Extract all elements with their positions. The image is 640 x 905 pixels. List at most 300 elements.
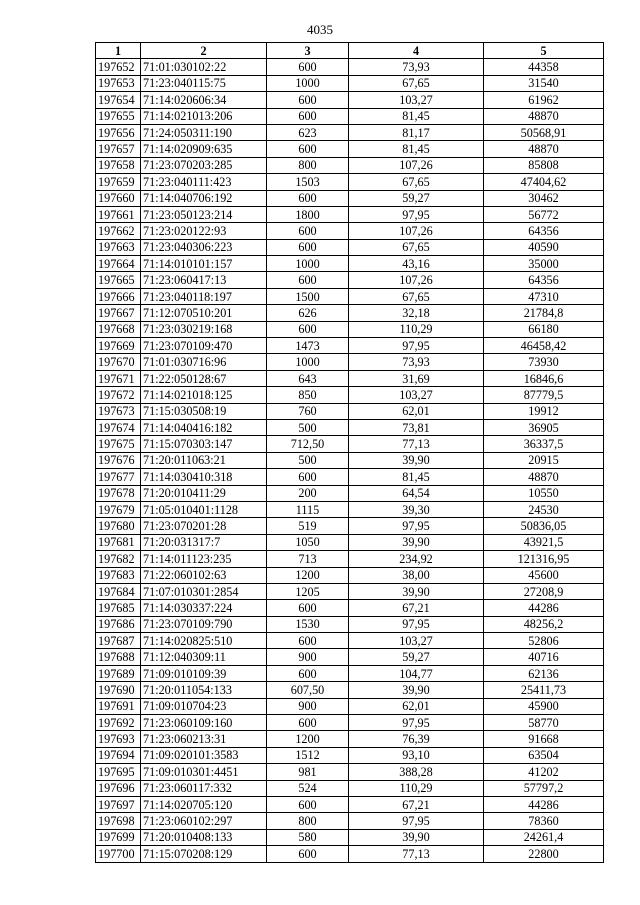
table-cell-col5: 41202 [484, 764, 604, 780]
table-cell-col5: 47310 [484, 288, 604, 304]
table-cell-col5: 22800 [484, 846, 604, 862]
table-cell-col1: 197657 [96, 141, 141, 157]
table-cell-col2: 71:14:040416:182 [141, 419, 267, 435]
table-cell-col5: 64356 [484, 223, 604, 239]
table-cell-col5: 20915 [484, 452, 604, 468]
table-cell-col5: 27208,9 [484, 583, 604, 599]
table-cell-col2: 71:23:020122:93 [141, 223, 267, 239]
table-cell-col5: 63504 [484, 747, 604, 763]
table-row [96, 141, 604, 157]
table-cell-col4: 76,39 [349, 731, 484, 747]
table-cell-col1: 197690 [96, 682, 141, 698]
table-cell-col4: 67,21 [349, 600, 484, 616]
table-cell-col1: 197696 [96, 780, 141, 796]
table-cell-col4: 73,93 [349, 59, 484, 75]
table-row [96, 223, 604, 239]
table-row [96, 59, 604, 75]
table-cell-col5: 24530 [484, 501, 604, 517]
table-cell-col3: 900 [267, 649, 349, 665]
table-row [96, 501, 604, 517]
table-cell-col3: 1200 [267, 567, 349, 583]
table-cell-col5: 24261,4 [484, 829, 604, 845]
table-cell-col4: 67,65 [349, 174, 484, 190]
table-cell-col4: 81,17 [349, 124, 484, 140]
table-cell-col3: 200 [267, 485, 349, 501]
table-cell-col3: 1530 [267, 616, 349, 632]
table-cell-col2: 71:22:060102:63 [141, 567, 267, 583]
table-cell-col2: 71:20:011063:21 [141, 452, 267, 468]
table-cell-col3: 600 [267, 239, 349, 255]
table-cell-col4: 103,27 [349, 387, 484, 403]
table-cell-col1: 197699 [96, 829, 141, 845]
table-cell-col1: 197700 [96, 846, 141, 862]
table-cell-col5: 66180 [484, 321, 604, 337]
table-row [96, 518, 604, 534]
table-cell-col4: 43,16 [349, 256, 484, 272]
table-cell-col1: 197693 [96, 731, 141, 747]
table-row [96, 190, 604, 206]
table-cell-col4: 38,00 [349, 567, 484, 583]
table-cell-col1: 197670 [96, 354, 141, 370]
table-cell-col5: 16846,6 [484, 370, 604, 386]
table-cell-col4: 97,95 [349, 813, 484, 829]
table-cell-col2: 71:09:010301:4451 [141, 764, 267, 780]
table-row [96, 206, 604, 222]
table-cell-col5: 50568,91 [484, 124, 604, 140]
table-cell-col3: 600 [267, 59, 349, 75]
table-cell-col5: 45900 [484, 698, 604, 714]
table-cell-col5: 40590 [484, 239, 604, 255]
table-cell-col4: 39,90 [349, 829, 484, 845]
table-cell-col3: 1500 [267, 288, 349, 304]
table-cell-col3: 643 [267, 370, 349, 386]
table-cell-col4: 59,27 [349, 649, 484, 665]
table-row [96, 92, 604, 108]
table-cell-col1: 197685 [96, 600, 141, 616]
table-cell-col2: 71:01:030716:96 [141, 354, 267, 370]
table-row [96, 108, 604, 124]
table-cell-col5: 21784,8 [484, 305, 604, 321]
table-cell-col1: 197698 [96, 813, 141, 829]
table-row [96, 567, 604, 583]
table-cell-col1: 197655 [96, 108, 141, 124]
table-cell-col5: 57797,2 [484, 780, 604, 796]
table-cell-col4: 97,95 [349, 206, 484, 222]
table-cell-col2: 71:23:070109:790 [141, 616, 267, 632]
table-cell-col3: 524 [267, 780, 349, 796]
table-row [96, 272, 604, 288]
table-cell-col4: 104,77 [349, 665, 484, 681]
table-cell-col1: 197687 [96, 633, 141, 649]
table-row [96, 846, 604, 862]
table-cell-col5: 56772 [484, 206, 604, 222]
table-cell-col5: 46458,42 [484, 338, 604, 354]
table-cell-col3: 607,50 [267, 682, 349, 698]
table-cell-col4: 39,30 [349, 501, 484, 517]
table-cell-col1: 197695 [96, 764, 141, 780]
table-cell-col3: 600 [267, 715, 349, 731]
table-cell-col1: 197659 [96, 174, 141, 190]
table-cell-col3: 1512 [267, 747, 349, 763]
table-row [96, 288, 604, 304]
table-cell-col1: 197681 [96, 534, 141, 550]
table-cell-col5: 43921,5 [484, 534, 604, 550]
table-cell-col3: 500 [267, 452, 349, 468]
table-cell-col2: 71:09:010704:23 [141, 698, 267, 714]
table-cell-col4: 97,95 [349, 518, 484, 534]
column-header-5: 5 [484, 43, 604, 59]
table-body [96, 59, 604, 862]
table-cell-col4: 97,95 [349, 715, 484, 731]
table-cell-col4: 31,69 [349, 370, 484, 386]
table-cell-col2: 71:23:060213:31 [141, 731, 267, 747]
table-row [96, 764, 604, 780]
table-cell-col3: 600 [267, 190, 349, 206]
table-cell-col2: 71:15:030508:19 [141, 403, 267, 419]
table-cell-col4: 81,45 [349, 469, 484, 485]
table-cell-col1: 197660 [96, 190, 141, 206]
table-cell-col4: 110,29 [349, 321, 484, 337]
table-cell-col5: 121316,95 [484, 551, 604, 567]
table-cell-col1: 197686 [96, 616, 141, 632]
table-cell-col3: 1050 [267, 534, 349, 550]
table-cell-col3: 600 [267, 665, 349, 681]
column-header-2: 2 [141, 43, 267, 59]
table-cell-col4: 59,27 [349, 190, 484, 206]
table-cell-col4: 388,28 [349, 764, 484, 780]
table-cell-col5: 40716 [484, 649, 604, 665]
table-cell-col3: 713 [267, 551, 349, 567]
table-cell-col2: 71:24:050311:190 [141, 124, 267, 140]
table-cell-col3: 1205 [267, 583, 349, 599]
table-cell-col4: 103,27 [349, 633, 484, 649]
table-cell-col2: 71:07:010301:2854 [141, 583, 267, 599]
table-cell-col2: 71:14:010101:157 [141, 256, 267, 272]
table-cell-col5: 78360 [484, 813, 604, 829]
table-cell-col3: 600 [267, 796, 349, 812]
table-cell-col2: 71:20:010411:29 [141, 485, 267, 501]
table-cell-col3: 600 [267, 469, 349, 485]
table-cell-col2: 71:12:070510:201 [141, 305, 267, 321]
table-row [96, 354, 604, 370]
table-cell-col1: 197671 [96, 370, 141, 386]
table-cell-col2: 71:14:020705:120 [141, 796, 267, 812]
table-cell-col3: 500 [267, 419, 349, 435]
table-cell-col1: 197662 [96, 223, 141, 239]
table-cell-col3: 800 [267, 813, 349, 829]
table-cell-col4: 77,13 [349, 846, 484, 862]
table-cell-col2: 71:23:030219:168 [141, 321, 267, 337]
table-cell-col3: 600 [267, 108, 349, 124]
table-cell-col3: 626 [267, 305, 349, 321]
table-cell-col1: 197664 [96, 256, 141, 272]
table-cell-col5: 73930 [484, 354, 604, 370]
page-number: 4035 [307, 22, 333, 37]
table-cell-col2: 71:15:070303:147 [141, 436, 267, 452]
table-cell-col3: 800 [267, 157, 349, 173]
table-cell-col4: 107,26 [349, 223, 484, 239]
table-cell-col1: 197677 [96, 469, 141, 485]
table-cell-col4: 107,26 [349, 272, 484, 288]
table-cell-col1: 197666 [96, 288, 141, 304]
table-cell-col4: 97,95 [349, 338, 484, 354]
table-cell-col4: 62,01 [349, 698, 484, 714]
table-cell-col5: 44286 [484, 796, 604, 812]
table-cell-col2: 71:05:010401:1128 [141, 501, 267, 517]
table-cell-col1: 197653 [96, 75, 141, 91]
table-cell-col5: 48870 [484, 141, 604, 157]
table-cell-col5: 50836,05 [484, 518, 604, 534]
table-cell-col2: 71:14:030337:224 [141, 600, 267, 616]
table-cell-col4: 81,45 [349, 141, 484, 157]
table-row [96, 813, 604, 829]
table-row [96, 239, 604, 255]
table-cell-col3: 623 [267, 124, 349, 140]
table-cell-col3: 600 [267, 600, 349, 616]
table-row [96, 633, 604, 649]
table-cell-col2: 71:09:010109:39 [141, 665, 267, 681]
table-cell-col4: 73,81 [349, 419, 484, 435]
table-cell-col2: 71:12:040309:11 [141, 649, 267, 665]
table-cell-col3: 1000 [267, 354, 349, 370]
table-cell-col1: 197679 [96, 501, 141, 517]
table-cell-col1: 197656 [96, 124, 141, 140]
table-cell-col1: 197682 [96, 551, 141, 567]
table-cell-col5: 85808 [484, 157, 604, 173]
table-cell-col4: 39,90 [349, 583, 484, 599]
table-cell-col1: 197680 [96, 518, 141, 534]
table-row [96, 387, 604, 403]
table-cell-col3: 600 [267, 321, 349, 337]
table-cell-col2: 71:14:020909:635 [141, 141, 267, 157]
table-cell-col2: 71:23:070201:28 [141, 518, 267, 534]
table-cell-col2: 71:23:070109:470 [141, 338, 267, 354]
table-cell-col1: 197661 [96, 206, 141, 222]
table-cell-col3: 600 [267, 223, 349, 239]
table-cell-col5: 87779,5 [484, 387, 604, 403]
table-cell-col1: 197692 [96, 715, 141, 731]
table-cell-col1: 197674 [96, 419, 141, 435]
table-cell-col4: 103,27 [349, 92, 484, 108]
table-cell-col5: 47404,62 [484, 174, 604, 190]
table-cell-col2: 71:14:021013:206 [141, 108, 267, 124]
table-cell-col1: 197688 [96, 649, 141, 665]
table-cell-col4: 81,45 [349, 108, 484, 124]
table-cell-col4: 67,65 [349, 288, 484, 304]
table-row [96, 256, 604, 272]
table-row [96, 174, 604, 190]
table-cell-col2: 71:14:011123:235 [141, 551, 267, 567]
table-cell-col2: 71:20:031317:7 [141, 534, 267, 550]
table-cell-col4: 93,10 [349, 747, 484, 763]
table-cell-col5: 48870 [484, 469, 604, 485]
table-row [96, 747, 604, 763]
table-cell-col4: 67,65 [349, 75, 484, 91]
table-cell-col1: 197678 [96, 485, 141, 501]
table-row [96, 75, 604, 91]
table-cell-col4: 73,93 [349, 354, 484, 370]
table-header-row [96, 43, 604, 59]
table-row [96, 731, 604, 747]
table-cell-col1: 197654 [96, 92, 141, 108]
table-row [96, 665, 604, 681]
table-cell-col5: 25411,73 [484, 682, 604, 698]
table-row [96, 583, 604, 599]
table-cell-col1: 197676 [96, 452, 141, 468]
table-cell-col3: 1473 [267, 338, 349, 354]
table-cell-col1: 197694 [96, 747, 141, 763]
table-cell-col1: 197665 [96, 272, 141, 288]
table-row [96, 829, 604, 845]
table-cell-col5: 48870 [484, 108, 604, 124]
table-cell-col4: 97,95 [349, 616, 484, 632]
table-cell-col4: 39,90 [349, 452, 484, 468]
table-cell-col3: 1503 [267, 174, 349, 190]
table-cell-col2: 71:23:060417:13 [141, 272, 267, 288]
table-cell-col4: 39,90 [349, 534, 484, 550]
table-row [96, 698, 604, 714]
table-cell-col2: 71:23:060109:160 [141, 715, 267, 731]
table-cell-col5: 58770 [484, 715, 604, 731]
table-cell-col3: 981 [267, 764, 349, 780]
table-cell-col1: 197675 [96, 436, 141, 452]
column-header-3: 3 [267, 43, 349, 59]
table-row [96, 796, 604, 812]
table-cell-col1: 197691 [96, 698, 141, 714]
table-row [96, 157, 604, 173]
table-cell-col4: 67,21 [349, 796, 484, 812]
table-cell-col2: 71:23:070203:285 [141, 157, 267, 173]
table-cell-col3: 600 [267, 846, 349, 862]
table-cell-col1: 197689 [96, 665, 141, 681]
table-cell-col3: 600 [267, 272, 349, 288]
table-cell-col3: 600 [267, 92, 349, 108]
table-cell-col5: 61962 [484, 92, 604, 108]
table-cell-col4: 64,54 [349, 485, 484, 501]
table-cell-col1: 197697 [96, 796, 141, 812]
table-row [96, 534, 604, 550]
table-row [96, 485, 604, 501]
table-cell-col5: 30462 [484, 190, 604, 206]
table-cell-col3: 580 [267, 829, 349, 845]
table-cell-col2: 71:01:030102:22 [141, 59, 267, 75]
table-row [96, 305, 604, 321]
table-cell-col5: 19912 [484, 403, 604, 419]
table-cell-col1: 197684 [96, 583, 141, 599]
table-cell-col1: 197667 [96, 305, 141, 321]
table-cell-col3: 1200 [267, 731, 349, 747]
table-cell-col1: 197663 [96, 239, 141, 255]
table-cell-col5: 62136 [484, 665, 604, 681]
table-row [96, 682, 604, 698]
table-cell-col5: 36337,5 [484, 436, 604, 452]
table-cell-col1: 197668 [96, 321, 141, 337]
table-row [96, 419, 604, 435]
table-row [96, 715, 604, 731]
table-cell-col2: 71:23:050123:214 [141, 206, 267, 222]
table-cell-col5: 91668 [484, 731, 604, 747]
table-cell-col4: 234,92 [349, 551, 484, 567]
table-row [96, 403, 604, 419]
column-header-1: 1 [96, 43, 141, 59]
table-row [96, 780, 604, 796]
table-row [96, 321, 604, 337]
table-cell-col3: 1115 [267, 501, 349, 517]
table-cell-col5: 44286 [484, 600, 604, 616]
table-row [96, 436, 604, 452]
table-row [96, 469, 604, 485]
table-cell-col1: 197683 [96, 567, 141, 583]
table-row [96, 338, 604, 354]
table-cell-col3: 760 [267, 403, 349, 419]
table-cell-col3: 900 [267, 698, 349, 714]
table-row [96, 551, 604, 567]
table-cell-col2: 71:14:020825:510 [141, 633, 267, 649]
table-cell-col5: 36905 [484, 419, 604, 435]
table-cell-col4: 107,26 [349, 157, 484, 173]
table-cell-col3: 519 [267, 518, 349, 534]
table-cell-col3: 850 [267, 387, 349, 403]
table-row [96, 600, 604, 616]
table-cell-col3: 712,50 [267, 436, 349, 452]
table-cell-col2: 71:23:060117:332 [141, 780, 267, 796]
table-cell-col2: 71:14:040706:192 [141, 190, 267, 206]
table-cell-col2: 71:14:021018:125 [141, 387, 267, 403]
table-cell-col2: 71:14:020606:34 [141, 92, 267, 108]
table-cell-col5: 64356 [484, 272, 604, 288]
table-cell-col4: 67,65 [349, 239, 484, 255]
table-cell-col2: 71:23:060102:297 [141, 813, 267, 829]
table-row [96, 649, 604, 665]
table-cell-col5: 48256,2 [484, 616, 604, 632]
table-cell-col4: 110,29 [349, 780, 484, 796]
table-cell-col5: 10550 [484, 485, 604, 501]
table-cell-col3: 1000 [267, 256, 349, 272]
table-row [96, 616, 604, 632]
table-cell-col4: 62,01 [349, 403, 484, 419]
table-cell-col5: 31540 [484, 75, 604, 91]
table-cell-col4: 32,18 [349, 305, 484, 321]
table-cell-col3: 600 [267, 141, 349, 157]
table-cell-col4: 77,13 [349, 436, 484, 452]
table-cell-col2: 71:14:030410:318 [141, 469, 267, 485]
table-cell-col5: 44358 [484, 59, 604, 75]
table-cell-col2: 71:23:040306:223 [141, 239, 267, 255]
table-cell-col5: 52806 [484, 633, 604, 649]
column-header-4: 4 [349, 43, 484, 59]
table-cell-col3: 1000 [267, 75, 349, 91]
table-cell-col2: 71:23:040118:197 [141, 288, 267, 304]
table-row [96, 370, 604, 386]
table-cell-col5: 45600 [484, 567, 604, 583]
table-cell-col1: 197672 [96, 387, 141, 403]
table-cell-col3: 1800 [267, 206, 349, 222]
table-cell-col5: 35000 [484, 256, 604, 272]
data-table [95, 42, 604, 863]
table-row [96, 452, 604, 468]
table-cell-col1: 197658 [96, 157, 141, 173]
table-cell-col2: 71:23:040115:75 [141, 75, 267, 91]
table-cell-col3: 600 [267, 633, 349, 649]
table-cell-col2: 71:15:070208:129 [141, 846, 267, 862]
table-cell-col1: 197669 [96, 338, 141, 354]
table-cell-col2: 71:20:010408:133 [141, 829, 267, 845]
table-cell-col2: 71:09:020101:3583 [141, 747, 267, 763]
table-cell-col2: 71:22:050128:67 [141, 370, 267, 386]
table-cell-col2: 71:23:040111:423 [141, 174, 267, 190]
table-row [96, 124, 604, 140]
table-cell-col2: 71:20:011054:133 [141, 682, 267, 698]
